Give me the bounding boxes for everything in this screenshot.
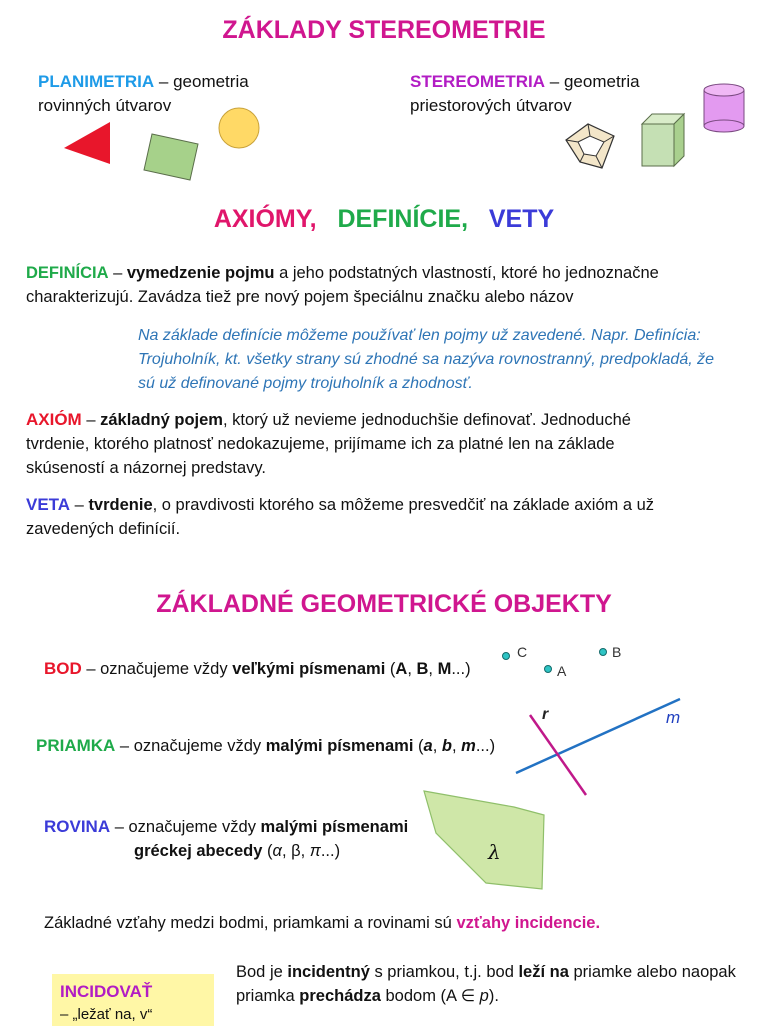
planimetria-definition: PLANIMETRIA – geometria rovinných útvarov	[38, 72, 249, 115]
section-heading-objects: ZÁKLADNÉ GEOMETRICKÉ OBJEKTY	[156, 590, 612, 618]
svg-text:λ: λ	[488, 840, 501, 864]
plane-lambda-shape	[424, 791, 544, 889]
point-c	[503, 653, 510, 660]
definicia-note: Na základe definície môžeme používať len pojmy už zavedené. Napr. Definícia: Trojuholník, kt. všetky strany sú zhodné sa nazýva rovnostranný, predpokladá, že sú už definované pojmy trojuholník a zhodnosť.	[138, 327, 714, 392]
yellow-circle-icon	[219, 108, 259, 148]
plane-diagram	[420, 785, 560, 895]
line-m	[516, 699, 680, 773]
point-a	[545, 666, 552, 673]
axiom-paragraph: AXIÓM – základný pojem, ktorý už nevieme jednoduchšie definovať. Jednoduché tvrdenie, ktorého platnosť nedokazujeme, prijímame ich za platné len na základe skúseností a názornej predstavy.	[26, 410, 631, 477]
pyramid-icon	[566, 124, 614, 168]
svg-text:r: r	[542, 706, 549, 723]
green-rectangle-icon	[144, 134, 198, 180]
incidence-sentence: Základné vzťahy medzi bodmi, priamkami a rovinami sú vzťahy incidencie.	[44, 914, 601, 932]
cylinder-icon	[704, 84, 744, 132]
stereometria-term: STEREOMETRIA	[410, 72, 546, 91]
priamka-paragraph: PRIAMKA – označujeme vždy malými písmenami (a, b, m...)	[36, 736, 496, 755]
svg-text:B: B	[612, 644, 622, 660]
bod-paragraph: BOD – označujeme vždy veľkými písmenami (A, B, M...)	[44, 659, 471, 678]
incidence-explanation: Bod je incidentný s priamkou, t.j. bod leží na priamke alebo naopak priamka prechádza bodom (A ∈ p).	[236, 963, 736, 1005]
line-r	[530, 715, 586, 795]
rovina-paragraph: ROVINA – označujeme vždy malými písmenami gréckej abecedy (α, β, π...)	[44, 817, 409, 860]
planimetria-term: PLANIMETRIA	[38, 72, 155, 91]
svg-text:A: A	[557, 663, 567, 679]
svg-text:C: C	[517, 644, 528, 660]
section-heading-axioms: AXIÓMY, DEFINÍCIE, VETY	[213, 205, 555, 233]
page-title: ZÁKLADY STEREOMETRIE	[222, 16, 546, 44]
cube-icon	[642, 114, 684, 166]
points-diagram	[490, 638, 640, 683]
stereometria-definition: STEREOMETRIA – geometria priestorových útvarov	[410, 72, 640, 115]
svg-text:m: m	[666, 708, 681, 727]
red-triangle-icon	[64, 122, 110, 164]
incidovat-box: INCIDOVAŤ – „ležať na, v“	[52, 974, 214, 1026]
definicia-paragraph: DEFINÍCIA – vymedzenie pojmu a jeho podstatných vlastností, ktoré ho jednoznačne charakterizujú. Zavádza tiež pre nový pojem špeciálnu značku alebo názov	[26, 264, 659, 306]
planar-shapes	[60, 100, 310, 190]
veta-paragraph: VETA – tvrdenie, o pravdivosti ktorého sa môžeme presvedčiť na základe axióm a už zavedených definícií.	[26, 495, 655, 538]
point-b	[600, 649, 607, 656]
solid-shapes	[560, 80, 760, 180]
